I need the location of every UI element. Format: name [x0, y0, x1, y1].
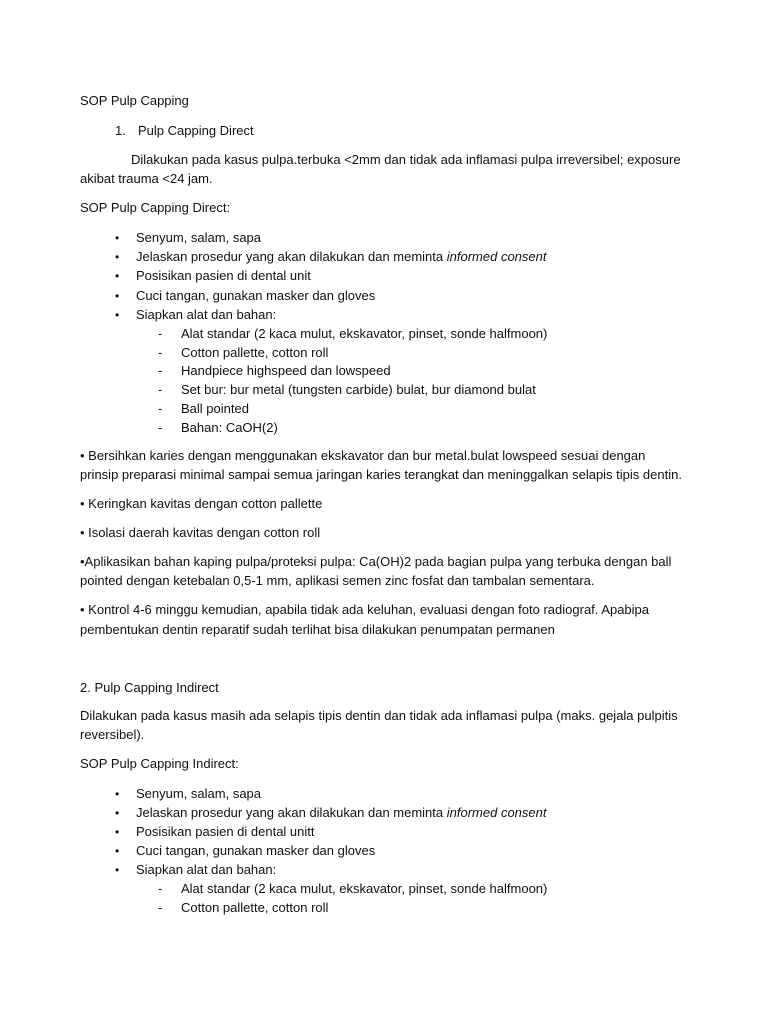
s1-bullet-1: Senyum, salam, sapa: [136, 230, 262, 245]
section-1-number: 1.: [115, 123, 126, 138]
bullet-icon: •: [115, 289, 120, 303]
s1-subitem-2: Cotton pallette, cotton roll: [181, 345, 329, 360]
s1-bullet-3: Posisikan pasien di dental unit: [136, 268, 311, 283]
s2-bullet-3: Posisikan pasien di dental unitt: [136, 824, 315, 839]
s1-subitem-1: Alat standar (2 kaca mulut, ekskavator, pinset, sonde halfmoon): [181, 326, 548, 341]
bullet-icon: •: [115, 806, 120, 820]
section-2-sop-heading: SOP Pulp Capping Indirect:: [80, 756, 239, 771]
bullet-icon: •: [115, 269, 120, 283]
s1-step-clean-line1: • Bersihkan karies dengan menggunakan ekskavator dan bur metal.bulat lowspeed sesuai dengan: [80, 448, 646, 463]
section-1-heading: Pulp Capping Direct: [138, 123, 254, 138]
informed-consent-italic: informed consent: [446, 249, 547, 264]
dash-icon: -: [158, 382, 163, 397]
s2-bullet-4: Cuci tangan, gunakan masker dan gloves: [136, 843, 376, 858]
dash-icon: -: [158, 363, 163, 378]
section-2-desc-line1: Dilakukan pada kasus masih ada selapis tipis dentin dan tidak ada inflamasi pulpa (maks. gejala pulpitis: [80, 708, 678, 723]
s2-bullet-5: Siapkan alat dan bahan:: [136, 862, 277, 877]
s1-subitem-3: Handpiece highspeed dan lowspeed: [181, 363, 391, 378]
dash-icon: -: [158, 401, 163, 416]
s2-bullet-1: Senyum, salam, sapa: [136, 786, 262, 801]
s1-subitem-4: Set bur: bur metal (tungsten carbide) bulat, bur diamond bulat: [181, 382, 536, 397]
s2-subitem-1: Alat standar (2 kaca mulut, ekskavator, pinset, sonde halfmoon): [181, 881, 548, 896]
informed-consent-italic: informed consent: [446, 805, 547, 820]
s1-step-dry: • Keringkan kavitas dengan cotton pallette: [80, 496, 323, 511]
s1-step-clean-line2: prinsip preparasi minimal sampai semua jaringan karies terangkat dan meninggalkan selapis tipis dentin.: [80, 467, 682, 482]
dash-icon: -: [158, 900, 163, 915]
bullet-icon: •: [115, 825, 120, 839]
section-2-desc-line2: reversibel).: [80, 727, 145, 742]
dash-icon: -: [158, 420, 163, 435]
section-1-desc-line1: Dilakukan pada kasus pulpa.terbuka <2mm dan tidak ada inflamasi pulpa irreversibel; exposure: [131, 152, 681, 167]
section-1-desc-line2: akibat trauma <24 jam.: [80, 171, 213, 186]
bullet-icon: •: [115, 231, 120, 245]
s1-step-control-line2: pembentukan dentin reparatif sudah terlihat bisa dilakukan penumpatan permanen: [80, 622, 555, 637]
bullet-icon: •: [115, 863, 120, 877]
s1-subitem-5: Ball pointed: [181, 401, 249, 416]
bullet-icon: •: [115, 308, 120, 322]
section-2-heading: 2. Pulp Capping Indirect: [80, 680, 219, 695]
s1-step-control-line1: • Kontrol 4-6 minggu kemudian, apabila tidak ada keluhan, evaluasi dengan foto radiograf. Apabipa: [80, 602, 649, 617]
s1-step-isolate: • Isolasi daerah kavitas dengan cotton roll: [80, 525, 321, 540]
s2-bullet-2: Jelaskan prosedur yang akan dilakukan dan meminta informed consent: [136, 805, 547, 820]
s1-bullet-4: Cuci tangan, gunakan masker dan gloves: [136, 288, 376, 303]
dash-icon: -: [158, 881, 163, 896]
bullet-icon: •: [115, 787, 120, 801]
s1-bullet-2: Jelaskan prosedur yang akan dilakukan dan meminta informed consent: [136, 249, 547, 264]
s1-bullet-5: Siapkan alat dan bahan:: [136, 307, 277, 322]
section-1-sop-heading: SOP Pulp Capping Direct:: [80, 200, 231, 215]
s2-subitem-2: Cotton pallette, cotton roll: [181, 900, 329, 915]
bullet-icon: •: [115, 250, 120, 264]
document-title: SOP Pulp Capping: [80, 93, 189, 108]
bullet-icon: •: [115, 844, 120, 858]
dash-icon: -: [158, 326, 163, 341]
s1-subitem-6: Bahan: CaOH(2): [181, 420, 278, 435]
s1-step-apply-line2: pointed dengan ketebalan 0,5-1 mm, aplikasi semen zinc fosfat dan tambalan sementara.: [80, 573, 595, 588]
dash-icon: -: [158, 345, 163, 360]
s1-step-apply-line1: •Aplikasikan bahan kaping pulpa/proteksi pulpa: Ca(OH)2 pada bagian pulpa yang terbuka dengan ball: [80, 554, 672, 569]
